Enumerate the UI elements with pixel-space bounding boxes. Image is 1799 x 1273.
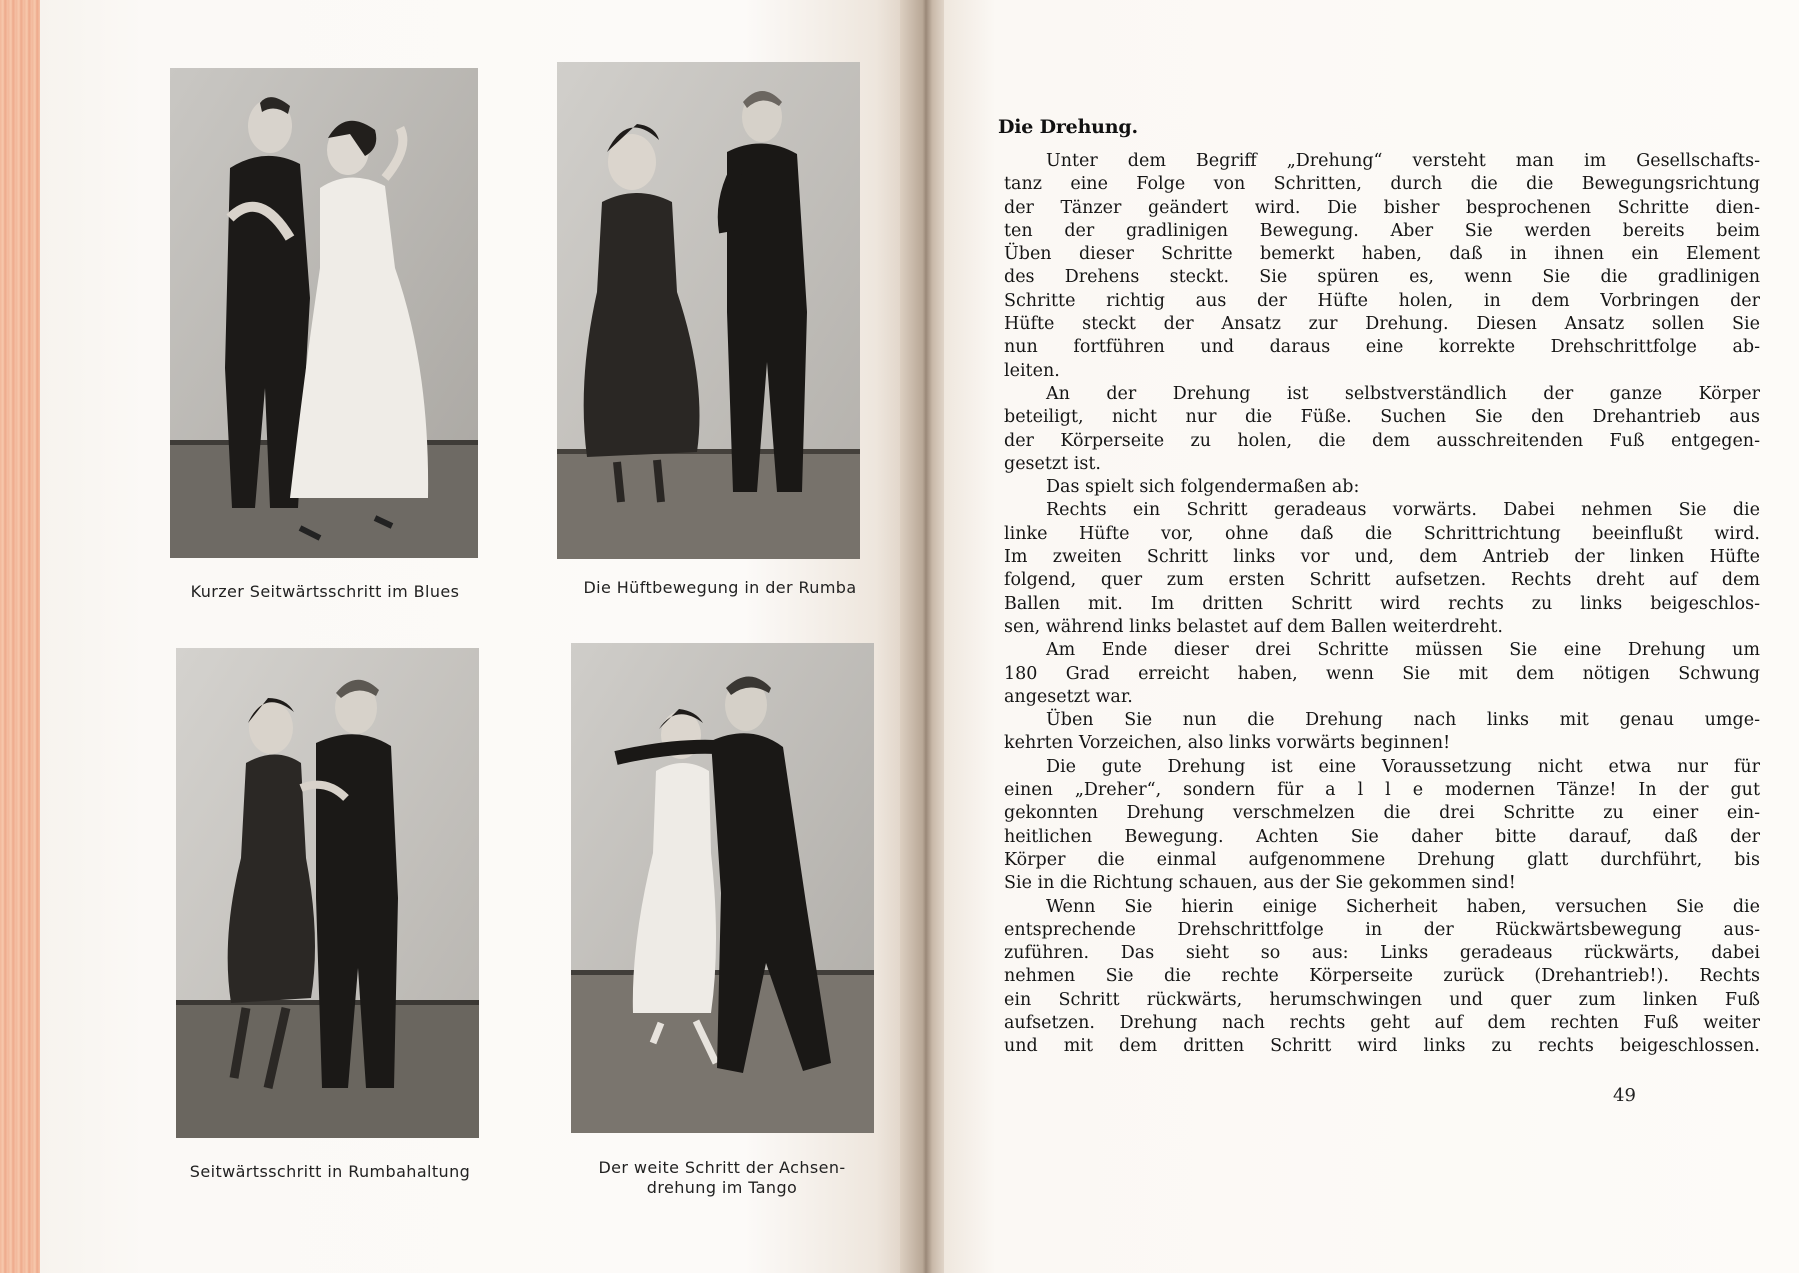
photo-tango (571, 643, 874, 1133)
text-line: Wenn Sie hierin einige Sicherheit haben, versuchen Sie die (1046, 896, 1760, 917)
text-line: Körper die einmal aufgenommene Drehung glatt durchführt, bis (1004, 849, 1760, 870)
text-line: sen, während links belastet auf dem Ballen weiterdreht. (1004, 616, 1503, 637)
text-line: nun fortführen und daraus eine korrekte Drehschrittfolge ab- (1004, 337, 1760, 358)
text-line: Rechts ein Schritt geradeaus vorwärts. Dabei nehmen Sie die (1046, 500, 1760, 521)
text-line: heitlichen Bewegung. Achten Sie daher bitte darauf, daß der (1004, 826, 1760, 847)
text-line: gekonnten Drehung verschmelzen die drei Schritte zu einer ein- (1004, 803, 1760, 824)
photo-caption-line: Der weite Schritt der Achsen- (598, 1158, 846, 1177)
photo-blues (170, 68, 478, 558)
text-line: aufsetzen. Drehung nach rechts geht auf dem rechten Fuß weiter (1004, 1012, 1760, 1033)
text-line: nehmen Sie die rechte Körperseite zurück (Drehantrieb!). Rechts (1004, 966, 1760, 987)
photo-caption: Seitwärtsschritt in Rumbahaltung (189, 1162, 471, 1181)
text-line: kehrten Vorzeichen, also links vorwärts beginnen! (1004, 733, 1451, 754)
book-gutter (900, 0, 950, 1273)
text-line: leiten. (1004, 360, 1060, 381)
photo-caption: Kurzer Seitwärtsschritt im Blues (190, 582, 460, 601)
text-line: zuführen. Das sieht so aus: Links geradeaus rückwärts, dabei (1004, 943, 1760, 964)
text-line: des Drehens steckt. Sie spüren es, wenn Sie die gradlinigen (1004, 267, 1760, 288)
text-line: Das spielt sich folgendermaßen ab: (1046, 477, 1360, 498)
text-line: ein Schritt rückwärts, herumschwingen und quer zum linken Fuß (1004, 989, 1760, 1010)
text-line: beteiligt, nicht nur die Füße. Suchen Sie den Drehantrieb aus (1004, 407, 1760, 428)
text-line: folgend, quer zum ersten Schritt aufsetzen. Rechts dreht auf dem (1004, 570, 1760, 591)
photo-caption: Die Hüftbewegung in der Rumba (583, 578, 857, 597)
text-line: An der Drehung ist selbstverständlich der ganze Körper (1046, 383, 1760, 404)
text-line: ten der gradlinigen Bewegung. Aber Sie werden bereits beim (1004, 220, 1760, 241)
text-line: Unter dem Begriff „Drehung“ versteht man im Gesellschafts- (1046, 151, 1760, 171)
text-line: der Körperseite zu holen, die dem ausschreitenden Fuß entgegen- (1004, 430, 1760, 451)
text-line: Üben Sie nun die Drehung nach links mit genau umge- (1046, 710, 1760, 731)
page-edges (0, 0, 44, 1273)
photo-rumba (557, 62, 860, 559)
page-number: 49 (1613, 1085, 1636, 1106)
text-line: tanz eine Folge von Schritten, durch die die Bewegungsrichtung (1004, 174, 1760, 195)
text-line: Am Ende dieser drei Schritte müssen Sie eine Drehung um (1046, 640, 1760, 661)
text-line: Ballen mit. Im dritten Schritt wird rechts zu links beigeschlos- (1004, 593, 1760, 614)
photo-caption-line: drehung im Tango (646, 1178, 798, 1197)
text-line: gesetzt ist. (1004, 453, 1101, 474)
text-line: 180 Grad erreicht haben, wenn Sie mit dem nötigen Schwung (1004, 663, 1760, 684)
text-line: linke Hüfte vor, ohne daß die Schrittrichtung beeinflußt wird. (1004, 523, 1760, 544)
text-line: Hüfte steckt der Ansatz zur Drehung. Diesen Ansatz sollen Sie (1004, 314, 1760, 335)
section-heading: Die Drehung. (998, 116, 1138, 138)
text-line: Die gute Drehung ist eine Voraussetzung nicht etwa nur für (1046, 756, 1760, 777)
text-line: und mit dem dritten Schritt wird links zu rechts beigeschlossen. (1004, 1036, 1760, 1057)
text-line: Üben dieser Schritte bemerkt haben, daß in ihnen ein Element (1004, 244, 1760, 265)
text-line: einen „Dreher“, sondern für a l l e modernen Tänze! In der gut (1004, 780, 1760, 801)
text-line: Schritte richtig aus der Hüfte holen, in dem Vorbringen der (1004, 290, 1760, 311)
text-line: Im zweiten Schritt links vor und, dem Antrieb der linken Hüfte (1004, 547, 1760, 568)
text-line: Sie in die Richtung schauen, aus der Sie gekommen sind! (1004, 873, 1516, 894)
text-line: entsprechende Drehschrittfolge in der Rückwärtsbewegung aus- (1004, 919, 1760, 940)
body-text (1004, 150, 1799, 1059)
text-line: angesetzt war. (1004, 686, 1133, 707)
photo-rumbahaltung (176, 648, 479, 1138)
text-line: der Tänzer geändert wird. Die bisher besprochenen Schritte dien- (1004, 197, 1760, 218)
